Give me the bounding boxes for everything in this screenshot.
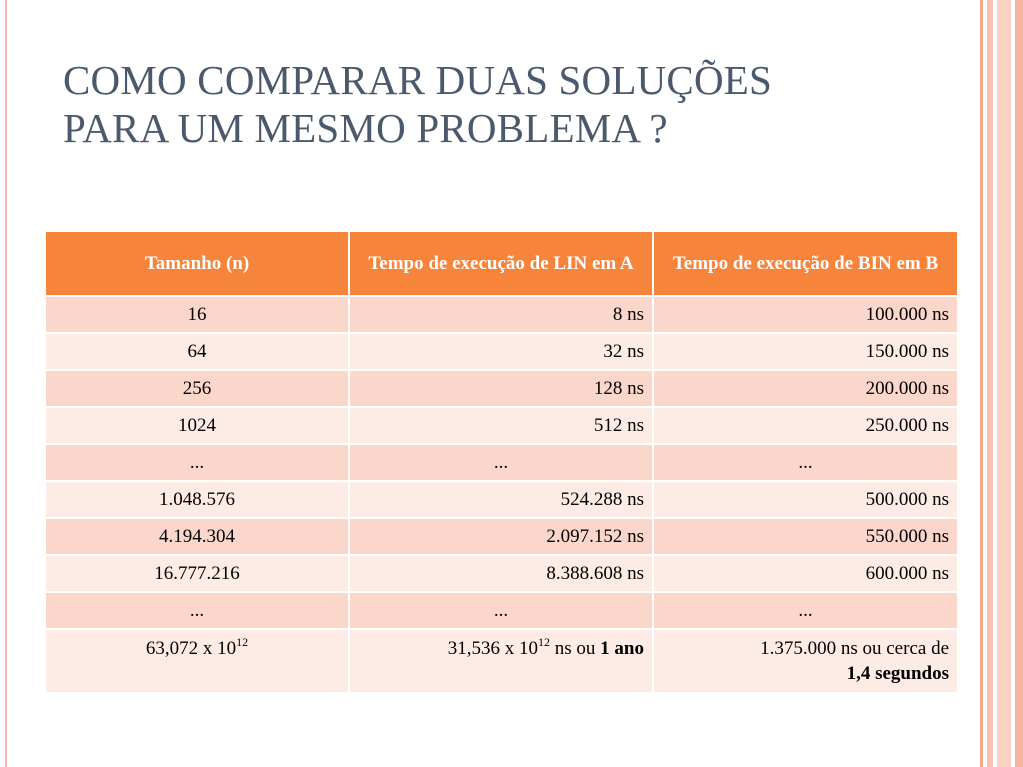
- cell-size: 1.048.576: [45, 481, 349, 518]
- cell-size: 4.194.304: [45, 518, 349, 555]
- cell-size: ...: [45, 444, 349, 481]
- cell-size: 16: [45, 296, 349, 333]
- table-row: [45, 407, 958, 444]
- lin-time-exponent: 12: [538, 634, 551, 649]
- cell-size: 1024: [45, 407, 349, 444]
- cell-bin-time: 550.000 ns: [653, 518, 958, 555]
- header-bin-time: Tempo de execução de BIN em B: [653, 231, 958, 296]
- cell-lin-time: 524.288 ns: [349, 481, 653, 518]
- right-frame-band: [980, 0, 1023, 767]
- size-exponent: 12: [236, 634, 249, 649]
- slide-title: [63, 56, 923, 152]
- cell-size: 16.777.216: [45, 555, 349, 592]
- left-frame-line: [5, 0, 7, 767]
- right-frame-stripe-3: [997, 0, 1011, 767]
- right-frame-stripe-1: [980, 0, 983, 767]
- table-row: [45, 555, 958, 592]
- right-frame-stripe-4: [1015, 0, 1023, 767]
- table-header-row: [45, 231, 958, 296]
- cell-bin-time: [653, 629, 958, 693]
- table-row-ellipsis: [45, 592, 958, 629]
- cell-lin-time: ...: [349, 444, 653, 481]
- comparison-table: [44, 230, 959, 694]
- cell-lin-time: [349, 629, 653, 693]
- cell-lin-time: 512 ns: [349, 407, 653, 444]
- cell-bin-time: 500.000 ns: [653, 481, 958, 518]
- cell-size: 256: [45, 370, 349, 407]
- cell-bin-time: ...: [653, 592, 958, 629]
- cell-lin-time: 128 ns: [349, 370, 653, 407]
- cell-size: 64: [45, 333, 349, 370]
- table-row: [45, 370, 958, 407]
- cell-bin-time: ...: [653, 444, 958, 481]
- bin-time-text: 1.375.000 ns ou cerca de: [760, 638, 949, 659]
- table-row: [45, 518, 958, 555]
- cell-lin-time: 32 ns: [349, 333, 653, 370]
- cell-lin-time: 8.388.608 ns: [349, 555, 653, 592]
- lin-time-highlight: 1 ano: [600, 638, 644, 659]
- cell-size: [45, 629, 349, 693]
- bin-time-highlight: 1,4 segundos: [846, 663, 949, 684]
- slide-title-line-2: PARA UM MESMO PROBLEMA ?: [63, 105, 668, 151]
- table-row: [45, 333, 958, 370]
- cell-bin-time: 600.000 ns: [653, 555, 958, 592]
- cell-bin-time: 100.000 ns: [653, 296, 958, 333]
- lin-time-unit: ns ou: [550, 638, 601, 659]
- slide-title-line-1: COMO COMPARAR DUAS SOLUÇÕES: [63, 57, 773, 103]
- cell-lin-time: 2.097.152 ns: [349, 518, 653, 555]
- lin-time-base: 31,536 x 10: [447, 638, 539, 659]
- table-row: [45, 296, 958, 333]
- header-size: Tamanho (n): [45, 231, 349, 296]
- header-lin-time: Tempo de execução de LIN em A: [349, 231, 653, 296]
- right-frame-stripe-2: [987, 0, 993, 767]
- size-base: 63,072 x 10: [145, 638, 237, 659]
- cell-bin-time: 250.000 ns: [653, 407, 958, 444]
- table-row-ellipsis: [45, 444, 958, 481]
- table-row-final: [45, 629, 958, 693]
- table-row: [45, 481, 958, 518]
- cell-bin-time: 150.000 ns: [653, 333, 958, 370]
- cell-lin-time: ...: [349, 592, 653, 629]
- cell-lin-time: 8 ns: [349, 296, 653, 333]
- cell-bin-time: 200.000 ns: [653, 370, 958, 407]
- cell-size: ...: [45, 592, 349, 629]
